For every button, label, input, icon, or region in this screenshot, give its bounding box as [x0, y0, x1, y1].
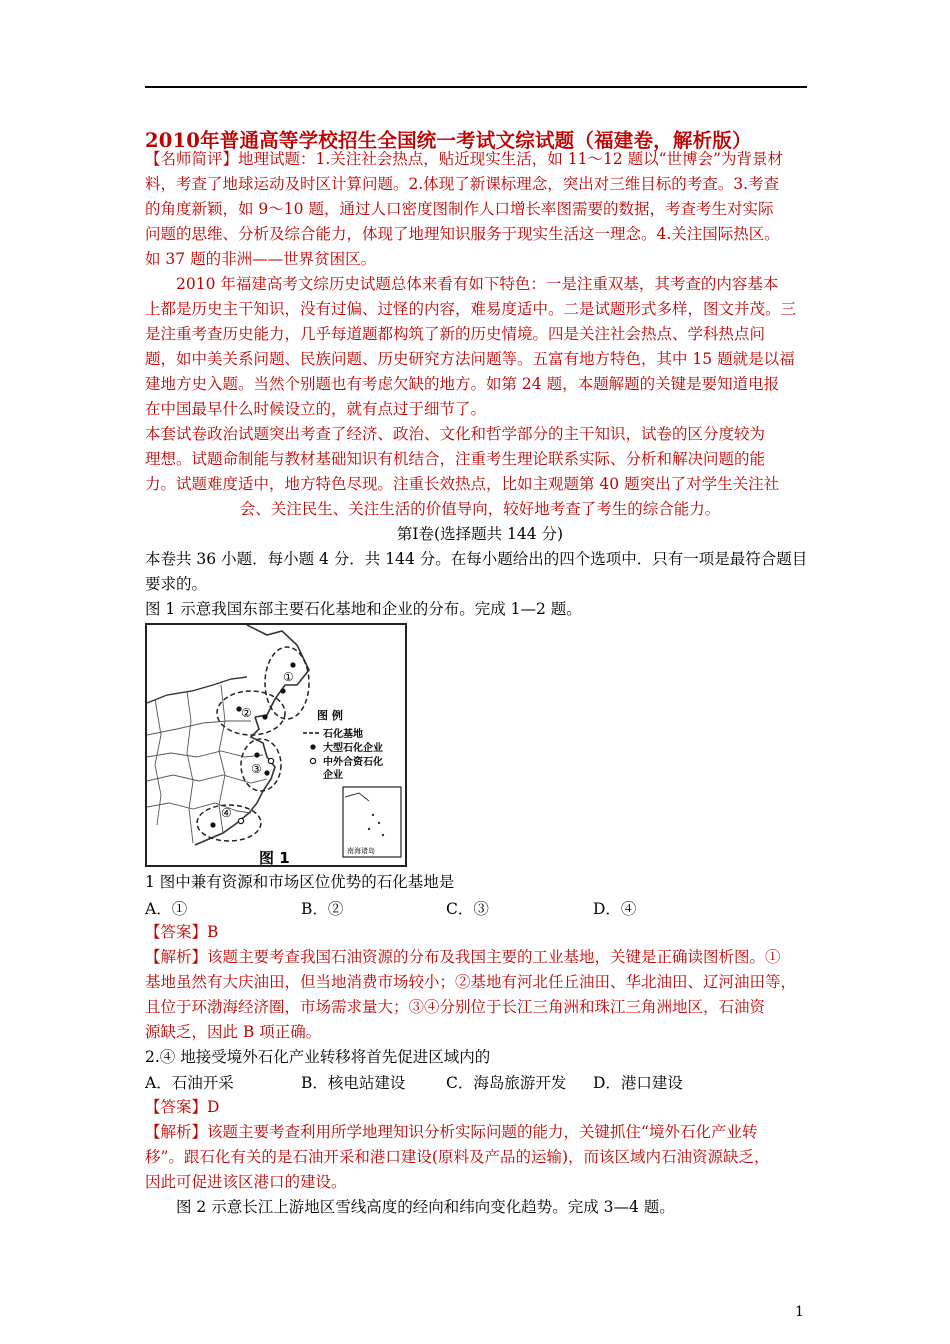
- intro-pol-line-3: 力。试题难度适中，地方特色尽现。注重长效热点，比如主观题第 40 题突出了对学生关注社: [145, 475, 780, 493]
- q1-answer: [145, 920, 815, 945]
- page-number: 1: [795, 1304, 804, 1320]
- enterprise-dot: [290, 662, 295, 667]
- intro-pol-line-2: 理想。试题命制能与教材基础知识有机结合，注重考生理论联系实际、分析和解决问题的能: [145, 450, 766, 468]
- province-boundary-3: [147, 775, 267, 783]
- review-tag: 【名师简评】: [145, 150, 239, 168]
- intro-hist-line-4: 题，如中美关系问题、民族问题、历史研究方法问题等。五富有地方特色，其中 15 题就是以福: [145, 350, 795, 368]
- instructions-line-1: 本卷共 36 小题．每小题 4 分．共 144 分。在每小题给出的四个选项中．只有一项是最符合题目: [145, 550, 808, 568]
- marker-1: ①: [283, 670, 294, 684]
- inset-label: 南海诸岛: [347, 847, 375, 855]
- enterprise-dot: [280, 688, 285, 693]
- legend-item-enterprise: 大型石化企业: [323, 743, 383, 754]
- intro-politics: [145, 422, 815, 522]
- intro-hist-line-6: 在中国最早什么时候设立的，就有点过于细节了。: [145, 400, 487, 418]
- q2-analysis-line-3: 因此可促进该区港口的建设。: [145, 1173, 347, 1191]
- legend-dot-symbol: [310, 744, 315, 749]
- instructions: [145, 547, 815, 597]
- legend-item-jv-2: 企业: [323, 770, 343, 781]
- legend-ring-symbol: [310, 758, 315, 763]
- intro-geography: [145, 147, 815, 272]
- q1-analysis-line-3: 且位于环渤海经济圈，市场需求量大；③④分别位于长江三角洲和珠江三角洲地区，石油资: [145, 998, 766, 1016]
- q2-option-a: A．石油开采: [145, 1074, 234, 1092]
- intro-geo-line-2: 料，考查了地球运动及时区计算问题。2.体现了新课标理念，突出对三维目标的考查。3.考查: [145, 175, 780, 193]
- inset-island: [368, 828, 370, 830]
- q2-option-d: D．港口建设: [593, 1074, 683, 1092]
- figure1-intro: 图 1 示意我国东部主要石化基地和企业的分布。完成 1—2 题。: [145, 600, 582, 618]
- document-title: 2010年普通高等学校招生全国统一考试文综试题（福建卷，解析版）: [145, 129, 752, 152]
- q2-option-c: C．海岛旅游开发: [446, 1074, 567, 1092]
- marker-4: ④: [221, 806, 232, 820]
- intro-hist-line-5: 建地方史入题。当然个别题也有考虑欠缺的地方。如第 24 题，本题解题的关键是要知道电报: [145, 375, 780, 393]
- intro-hist-line-2: 上都是历史主干知识，没有过偏、过怪的内容，难易度适中。二是试题形式多样，图文并茂。三: [145, 300, 797, 318]
- q1-option-a: A．①: [145, 900, 188, 918]
- figure-1-map: [145, 623, 407, 867]
- legend-title: 图 例: [317, 709, 343, 722]
- coastline-north: [247, 625, 309, 717]
- q1-analysis-line-2: 基地虽然有大庆油田，但当地消费市场较小；②基地有河北任丘油田、华北油田、辽河油田等，: [145, 973, 797, 991]
- legend-item-jv: 中外合资石化: [323, 757, 383, 768]
- q1-option-b: B．②: [301, 900, 344, 918]
- q1-analysis-line-4: 源缺乏，因此 B 项正确。: [145, 1023, 322, 1041]
- marker-3: ③: [251, 762, 262, 776]
- province-boundary-4: [147, 803, 251, 813]
- province-boundary-5: [187, 691, 193, 843]
- analysis-tag: 【解析】: [145, 948, 208, 966]
- inset-island: [378, 822, 380, 824]
- figure2-intro: 图 2 示意长江上游地区雪线高度的经向和纬向变化趋势。完成 3—4 题。: [176, 1198, 675, 1216]
- answer-tag: 【答案】: [145, 923, 208, 941]
- section-title: 第Ⅰ卷(选择题共 144 分): [396, 525, 564, 543]
- intro-geo-line-3: 的角度新颖，如 9～10 题，通过人口密度图制作人口增长率图需要的数据，考查考生对实际: [145, 200, 774, 218]
- coastline-east: [195, 717, 275, 845]
- intro-history: [145, 272, 815, 422]
- inset-island: [372, 814, 374, 816]
- legend-item-base: 石化基地: [323, 729, 363, 740]
- q1-analysis-line-1: 【解析】该题主要考查我国石油资源的分布及我国主要的工业基地，关键是正确读图析图。①: [145, 948, 781, 966]
- intro-hist-line-3: 是注重考查历史能力，几乎每道题都构筑了新的历史情境。四是关注社会热点、学科热点问: [145, 325, 766, 343]
- province-boundary-7: [155, 699, 161, 825]
- q2-analysis-line-2: 移”。跟石化有关的是石油开采和港口建设(原料及产品的运输)，而该区域内石油资源缺乏，: [145, 1148, 770, 1166]
- enterprise-dot: [262, 714, 267, 719]
- intro-geo-line-1: 【名师简评】地理试题：1.关注社会热点，贴近现实生活，如 11～12 题以“世博会”为背景材: [145, 150, 783, 168]
- enterprise-dot: [264, 770, 269, 775]
- instructions-line-2: 要求的。: [145, 575, 208, 593]
- q1-option-c: C．③: [446, 900, 489, 918]
- border-north: [147, 677, 247, 703]
- intro-geo-line-5: 如 37 题的非洲——世界贫困区。: [145, 250, 377, 268]
- inset-island: [382, 834, 384, 836]
- q1-stem: 1 图中兼有资源和市场区位优势的石化基地是: [145, 873, 455, 891]
- answer-tag: 【答案】: [145, 1098, 208, 1116]
- header-rule: [145, 86, 807, 88]
- figure-1-label: 图 1: [259, 849, 290, 867]
- enterprise-dot: [254, 752, 259, 757]
- intro-pol-line-1: 本套试卷政治试题突出考查了经济、政治、文化和哲学部分的主干知识，试卷的区分度较为: [145, 425, 766, 443]
- marker-2: ②: [241, 706, 252, 720]
- intro-pol-line-4: 会、关注民生、关注生活的价值导向，较好地考查了考生的综合能力。: [239, 500, 721, 518]
- q2-analysis-line-1: 【解析】该题主要考查利用所学地理知识分析实际问题的能力，关键抓住“境外石化产业转: [145, 1123, 758, 1141]
- q1-option-d: D．④: [593, 900, 637, 918]
- q2-analysis: [145, 1120, 815, 1195]
- province-boundary-2: [147, 751, 263, 757]
- intro-hist-line-1: 2010 年福建高考文综历史试题总体来看有如下特色：一是注重双基，其考查的内容基本: [176, 275, 779, 293]
- q2-stem: 2.④ 地接受境外石化产业转移将首先促进区域内的: [145, 1048, 491, 1066]
- analysis-tag: 【解析】: [145, 1123, 208, 1141]
- q2-answer: [145, 1095, 815, 1120]
- q1-analysis: [145, 945, 815, 1045]
- q2-option-b: B．核电站建设: [301, 1074, 406, 1092]
- q1-answer-value: B: [207, 923, 219, 941]
- q2-answer-value: D: [207, 1098, 220, 1116]
- joint-venture-dot: [238, 818, 243, 823]
- map-graphic: [147, 625, 405, 865]
- joint-venture-dot: [268, 758, 273, 763]
- enterprise-dot: [210, 822, 215, 827]
- intro-geo-line-4: 问题的思维、分析及综合能力，体现了地理知识服务于现实生活这一理念。4.关注国际热区。: [145, 225, 780, 243]
